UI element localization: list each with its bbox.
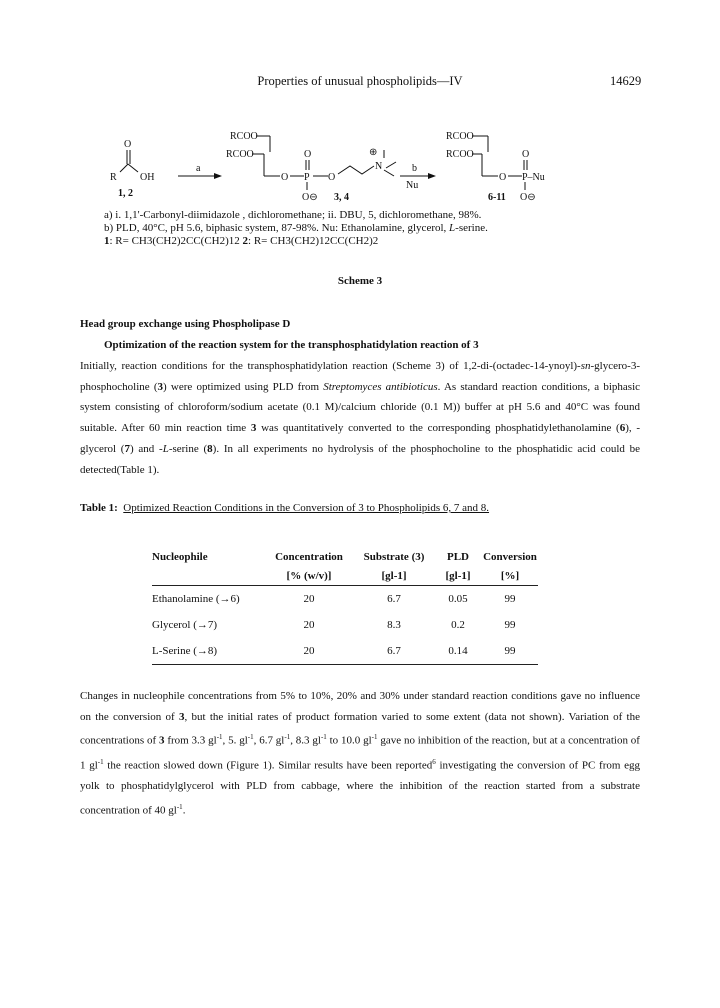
body-paragraph-1: Initially, reaction conditions for the transphosphatidylation reaction (Scheme 3) of 1,2-di-(octadec-14-ynoyl)-sn-glycero-3-phosphocholine (3) were optimized using PLD from Streptomyces antibioticus. As standard reaction conditions, a biphasic system consisting of chloroform/sodium acetate (0.1 M)/calcium chloride (0.1 M)) buffer at pH 5.6 and 40°C was found suitable. After 60 min reaction time 3 was quantitatively converted to the corresponding phosphatidylethanolamine (6), -glycerol (7) and -L-serine (8). In all experiments no hydrolysis of the phosphocholine to the phosphatidic acid could be detected(Table 1). <box>80 360 641 476</box>
page-number: 14629 <box>610 74 642 88</box>
cell-conversion: 99 <box>482 638 538 665</box>
compound-1-2-label: 1, 2 <box>118 188 133 199</box>
r-group-label: R <box>110 172 117 183</box>
oh-label: OH <box>140 172 155 183</box>
arrow-b <box>400 163 436 191</box>
cell-substrate: 8.3 <box>387 619 401 631</box>
arrow-a <box>178 163 222 179</box>
cell-conversion: 99 <box>482 586 538 613</box>
unit-concentration: [% (w/v)] <box>286 569 332 582</box>
scheme-note-b: b) PLD, 40°C, pH 5.6, biphasic system, 87-98%. Nu: Ethanolamine, glycerol, L-serine. <box>104 222 488 234</box>
cell-conversion: 99 <box>504 619 516 631</box>
arrow-a-label: a <box>196 163 201 174</box>
table-units-row <box>152 566 538 586</box>
reaction-scheme <box>110 116 590 206</box>
scheme-label: Scheme 3 <box>337 275 383 287</box>
section-heading: Head group exchange using Phospholipase D <box>80 318 291 330</box>
body-paragraph-2: Changes in nucleophile concentrations from 5% to 10%, 20% and 30% under standard reaction conditions gave no influence on the conversion of 3, but the initial rates of product formation varied to some extent (data not shown). Variation of the concentrations of 3 from 3.3 $gl^{-1}$, 5. $gl^{-1}$, 6.7 $gl^{-1}$, 8.3 $gl^{-1}$ to 10.0 $gl^{-1}$ gave no inhibition of the reaction, but at a concentration of 1 $gl^{-1}$ the reaction slowed down (Figure 1). Similar results have been reported$^6$ investigating the conversion of PC from egg yolk to phosphatidylglycerol with PLD from cabbage, where the inhibition of the reaction started from a substrate concentration of 40 $gl^{-1}$. <box>80 690 640 817</box>
phosphoryl-o-label: O <box>304 149 312 160</box>
col-header-conversion: Conversion <box>483 550 537 563</box>
cell-nucleophile: Glycerol (→7) <box>152 619 218 631</box>
ester-o-label: O <box>281 172 289 183</box>
unit-substrate: [gl-1] <box>381 569 407 582</box>
product-phosphoryl-o-label: O <box>522 149 530 160</box>
table-row <box>152 612 538 638</box>
col-header-substrate: Substrate (3) <box>363 550 425 563</box>
arrow-b-reagent: Nu <box>406 180 419 191</box>
rcoo-label-2: RCOO <box>226 149 254 160</box>
ammonium-charge: ⊕ <box>369 147 378 158</box>
product-structure <box>446 131 545 203</box>
choline-o-label: O <box>328 172 336 183</box>
table-caption <box>80 502 489 514</box>
cell-substrate: 6.7 <box>354 638 434 665</box>
cell-concentration: 20 <box>264 638 354 665</box>
section-subheading: Optimization of the reaction system for the transphosphatidylation reaction of 3 <box>104 339 479 351</box>
table-title: Optimized Reaction Conditions in the Conversion of 3 to Phospholipids 6, 7 and 8. <box>123 502 490 514</box>
cell-substrate: 6.7 <box>354 586 434 613</box>
phosphocholine-structure <box>226 131 396 203</box>
unit-pld: [gl-1] <box>445 569 471 582</box>
scheme-notes <box>104 209 624 248</box>
phosphorus-label: P <box>304 172 310 183</box>
compound-3-4-label: 3, 4 <box>334 192 349 203</box>
carbonyl-o-label: O <box>124 139 132 150</box>
table-row <box>152 638 538 665</box>
cell-concentration: 20 <box>303 619 315 631</box>
product-phosphate-anion-label: O⊖ <box>520 192 536 203</box>
cell-concentration: 20 <box>264 586 354 613</box>
product-rcoo-label-2: RCOO <box>446 149 474 160</box>
product-rcoo-label-1: RCOO <box>446 131 474 142</box>
cell-pld: 0.05 <box>434 586 482 613</box>
scheme-note-a: a) i. 1,1'-Carbonyl-diimidazole , dichloromethane; ii. DBU, 5, dichloromethane, 98%. <box>104 209 482 221</box>
cell-nucleophile: L-Serine (→8) <box>152 638 264 665</box>
cell-pld: 0.14 <box>434 638 482 665</box>
phosphate-anion-label: O⊖ <box>302 192 318 203</box>
table-label: Table 1: <box>80 502 118 514</box>
nitrogen-label: N <box>375 161 383 172</box>
compound-6-11-label: 6-11 <box>488 192 506 203</box>
arrow-b-label: b <box>412 163 417 174</box>
scheme-r-definitions: 1: R= CH3(CH2)2CC(CH2)12 2: R= CH3(CH2)12CC(CH2)2 <box>104 235 379 247</box>
table-row <box>152 586 538 613</box>
product-phosphorus-nu-label: P–Nu <box>522 172 545 183</box>
rcoo-label-1: RCOO <box>230 131 258 142</box>
cell-nucleophile: Ethanolamine (→6) <box>152 586 264 613</box>
running-header-title: Properties of unusual phospholipids—IV <box>257 74 463 88</box>
unit-conversion: [%] <box>500 569 520 582</box>
cell-pld: 0.2 <box>451 619 465 631</box>
carboxylic-acid-structure <box>110 139 154 199</box>
col-header-pld: PLD <box>447 550 469 563</box>
table-header-row <box>152 547 538 566</box>
product-ester-o-label: O <box>499 172 507 183</box>
conditions-table <box>152 547 538 665</box>
col-header-nucleophile: Nucleophile <box>152 550 208 563</box>
col-header-concentration: Concentration <box>275 550 343 563</box>
unit-nucleophile <box>152 566 264 586</box>
